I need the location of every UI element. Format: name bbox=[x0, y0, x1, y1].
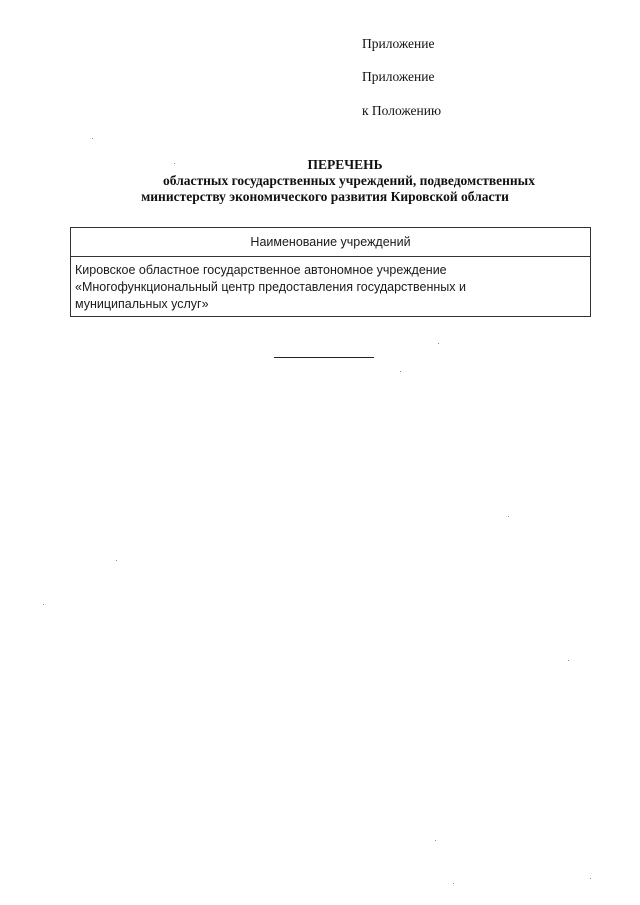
scan-speck bbox=[568, 660, 569, 661]
closing-divider bbox=[274, 357, 374, 358]
scan-speck bbox=[435, 840, 436, 841]
institutions-table bbox=[70, 227, 591, 317]
table-header-row bbox=[71, 228, 591, 257]
scan-speck bbox=[590, 878, 591, 879]
institution-name-line-2: «Многофункциональный центр предоставления государственных и bbox=[75, 280, 466, 294]
document-subtitle-line-1: областных государственных учреждений, подведомственных bbox=[163, 173, 535, 188]
scan-speck bbox=[174, 163, 175, 164]
institution-name-line-1: Кировское областное государственное автономное учреждение bbox=[75, 263, 447, 277]
table-row bbox=[71, 257, 591, 317]
scan-speck bbox=[453, 883, 454, 884]
document-title: ПЕРЕЧЕНЬ bbox=[307, 157, 383, 172]
annex-reference: к Положению bbox=[362, 103, 442, 118]
column-header-institution-name: Наименование учреждений bbox=[71, 228, 591, 257]
annex-label: Приложение bbox=[362, 36, 435, 51]
annex-label-repeat: Приложение bbox=[362, 69, 435, 84]
scan-speck bbox=[116, 560, 117, 561]
scan-speck bbox=[400, 371, 401, 372]
scan-speck bbox=[508, 516, 509, 517]
table-cell-institution bbox=[71, 257, 591, 317]
scan-speck bbox=[438, 343, 439, 344]
document-heading bbox=[0, 157, 640, 205]
scan-speck bbox=[92, 138, 93, 139]
scan-speck bbox=[43, 604, 44, 605]
institution-name-line-3: муниципальных услуг» bbox=[75, 297, 209, 311]
document-subtitle-line-2: министерству экономического развития Кировской области bbox=[141, 189, 509, 204]
